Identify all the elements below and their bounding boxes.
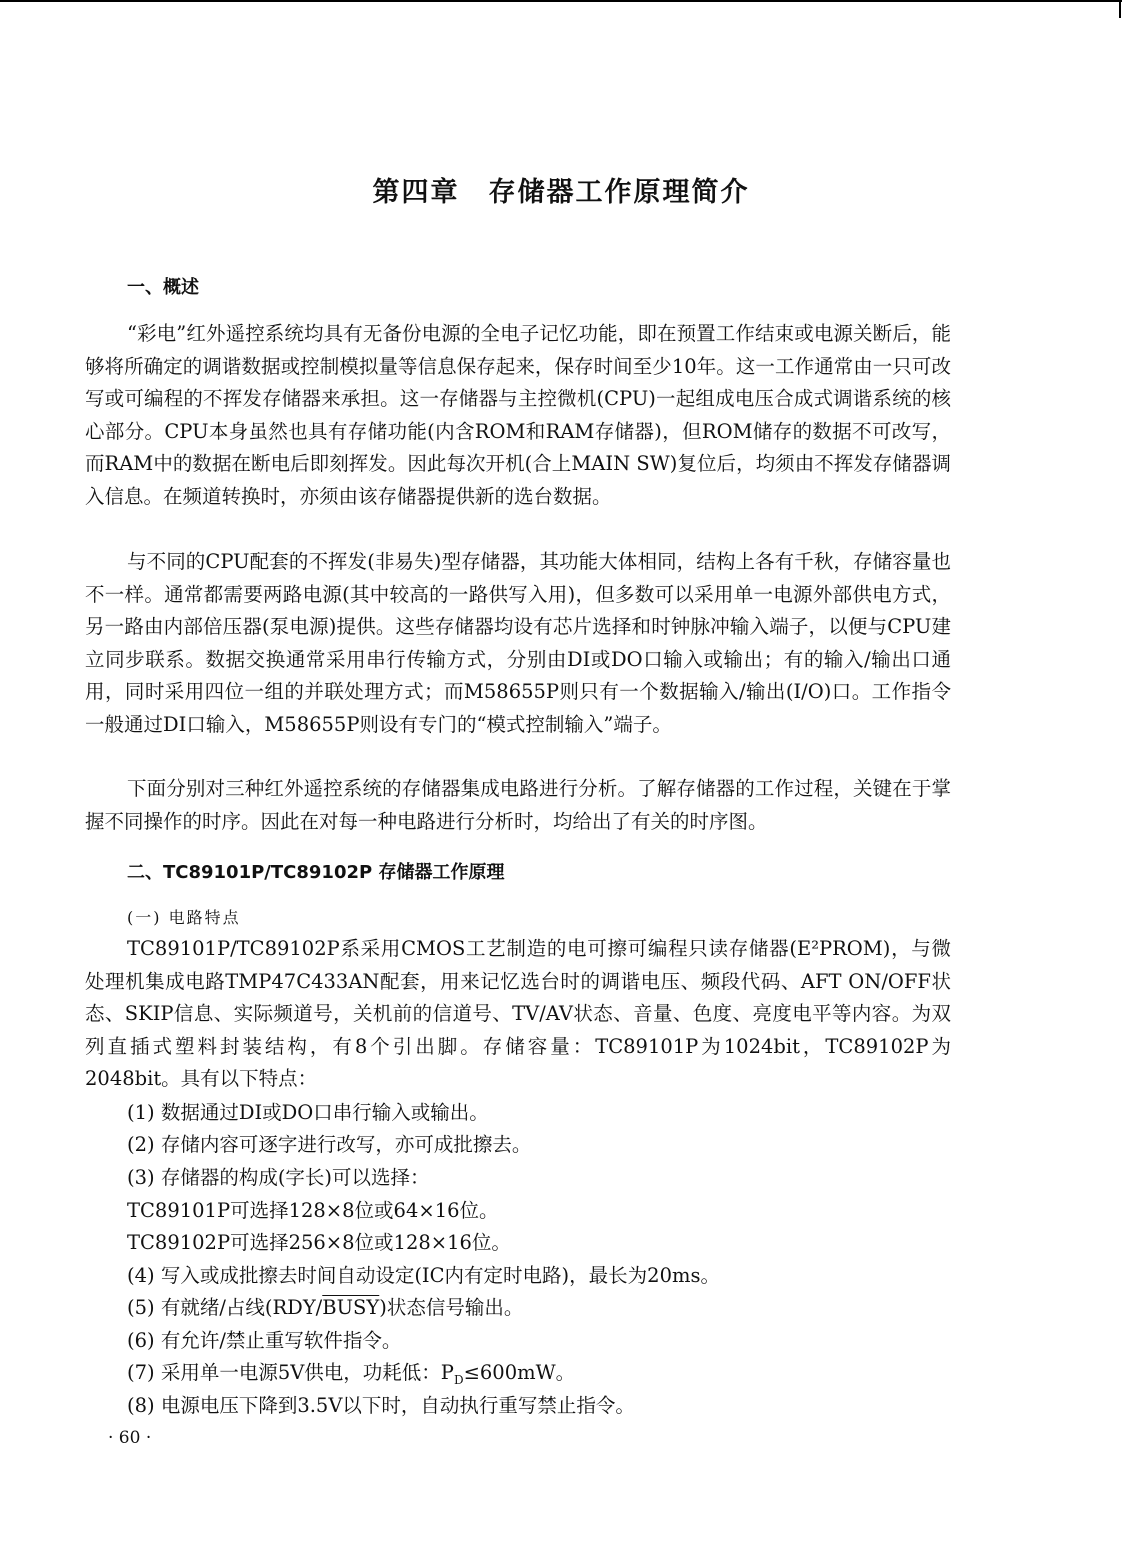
chapter-title: 第四章 存储器工作原理简介 (372, 177, 750, 208)
feature-item-5 (127, 1296, 523, 1320)
feature-item-2: (2) 存储内容可逐字进行改写，亦可成批擦去。 (127, 1133, 532, 1156)
feature-item-7 (127, 1361, 575, 1392)
feature-item-3b: TC89102P可选择256×8位或128×16位。 (127, 1231, 511, 1254)
paragraph-intro: TC89101P/TC89102P系采用CMOS工艺制造的电可擦可编程只读存储器(E²PROM)，与微处理机集成电路TMP47C433AN配套，用来记忆选台时的调谐电压、频段代码、AFT ON/OFF状态、SKIP信息、实际频道号，关机前的信道号、TV/AV状态、音量、色度、亮度电平等内容。为双列直插式塑料封装结构，有8个引出脚。存储容量：TC89101P为1024bit，TC89102P为2048bit。具有以下特点： (85, 937, 951, 1090)
paragraph-2: 与不同的CPU配套的不挥发(非易失)型存储器，其功能大体相同，结构上各有千秋，存储容量也不一样。通常都需要两路电源(其中较高的一路供写入用)，但多数可以采用单一电源外部供电方式，另一路由内部倍压器(泵电源)提供。这些存储器均设有芯片选择和时钟脉冲输入端子，以便与CPU建立同步联系。数据交换通常采用串行传输方式，分别由DI或DO口输入或输出；有的输入/输出口通用，同时采用四位一组的并联处理方式；而M58655P则只有一个数据输入/输出(I/O)口。工作指令一般通过DI口输入，M58655P则设有专门的“模式控制输入”端子。 (85, 550, 951, 736)
feature-item-3a: TC89101P可选择128×8位或64×16位。 (127, 1199, 499, 1222)
busy-signal-overlined: BUSY (322, 1296, 380, 1319)
power-subscript: D (453, 1372, 464, 1387)
feature-item-3: (3) 存储器的构成(字长)可以选择： (127, 1166, 430, 1189)
paragraph-1: “彩电”红外遥控系统均具有无备份电源的全电子记忆功能，即在预置工作结束或电源关断后，能够将所确定的调谐数据或控制模拟量等信息保存起来，保存时间至少10年。这一工作通常由一只可改写或可编程的不挥发存储器来承担。这一存储器与主控微机(CPU)一起组成电压合成式调谐系统的核心部分。CPU本身虽然也具有存储功能(内含ROM和RAM存储器)，但ROM储存的数据不可改写，而RAM中的数据在断电后即刻挥发。因此每次开机(合上MAIN SW)复位后，均须由不挥发存储器调入信息。在频道转换时，亦须由该存储器提供新的选台数据。 (85, 322, 951, 508)
feature-item-7-prefix: (7) 采用单一电源5V供电，功耗低：P (127, 1361, 454, 1384)
paragraph-3: 下面分别对三种红外遥控系统的存储器集成电路进行分析。了解存储器的工作过程，关键在于掌握不同操作的时序。因此在对每一种电路进行分析时，均给出了有关的时序图。 (85, 777, 951, 833)
subsection-heading-features: (一) 电路特点 (127, 908, 241, 927)
feature-item-1: (1) 数据通过DI或DO口串行输入或输出。 (127, 1101, 489, 1124)
section-heading-overview: 一、概述 (127, 277, 199, 298)
feature-item-5-suffix: )状态信号输出。 (379, 1296, 524, 1319)
section-heading-tc89101p: 二、TC89101P/TC89102P 存储器工作原理 (127, 862, 505, 883)
feature-item-4: (4) 写入或成批擦去时间自动设定(IC内有定时电路)，最长为20ms。 (127, 1264, 720, 1287)
feature-item-8: (8) 电源电压下降到3.5V以下时，自动执行重写禁止指令。 (127, 1394, 635, 1417)
page-number: · 60 · (108, 1428, 152, 1448)
feature-item-7-suffix: ≤600mW。 (463, 1361, 576, 1384)
top-border-rule (0, 0, 1122, 2)
feature-item-5-prefix: (5) 有就绪/占线(RDY/ (127, 1296, 323, 1319)
feature-item-6: (6) 有允许/禁止重写软件指令。 (127, 1329, 402, 1352)
corner-mark (1119, 0, 1121, 18)
